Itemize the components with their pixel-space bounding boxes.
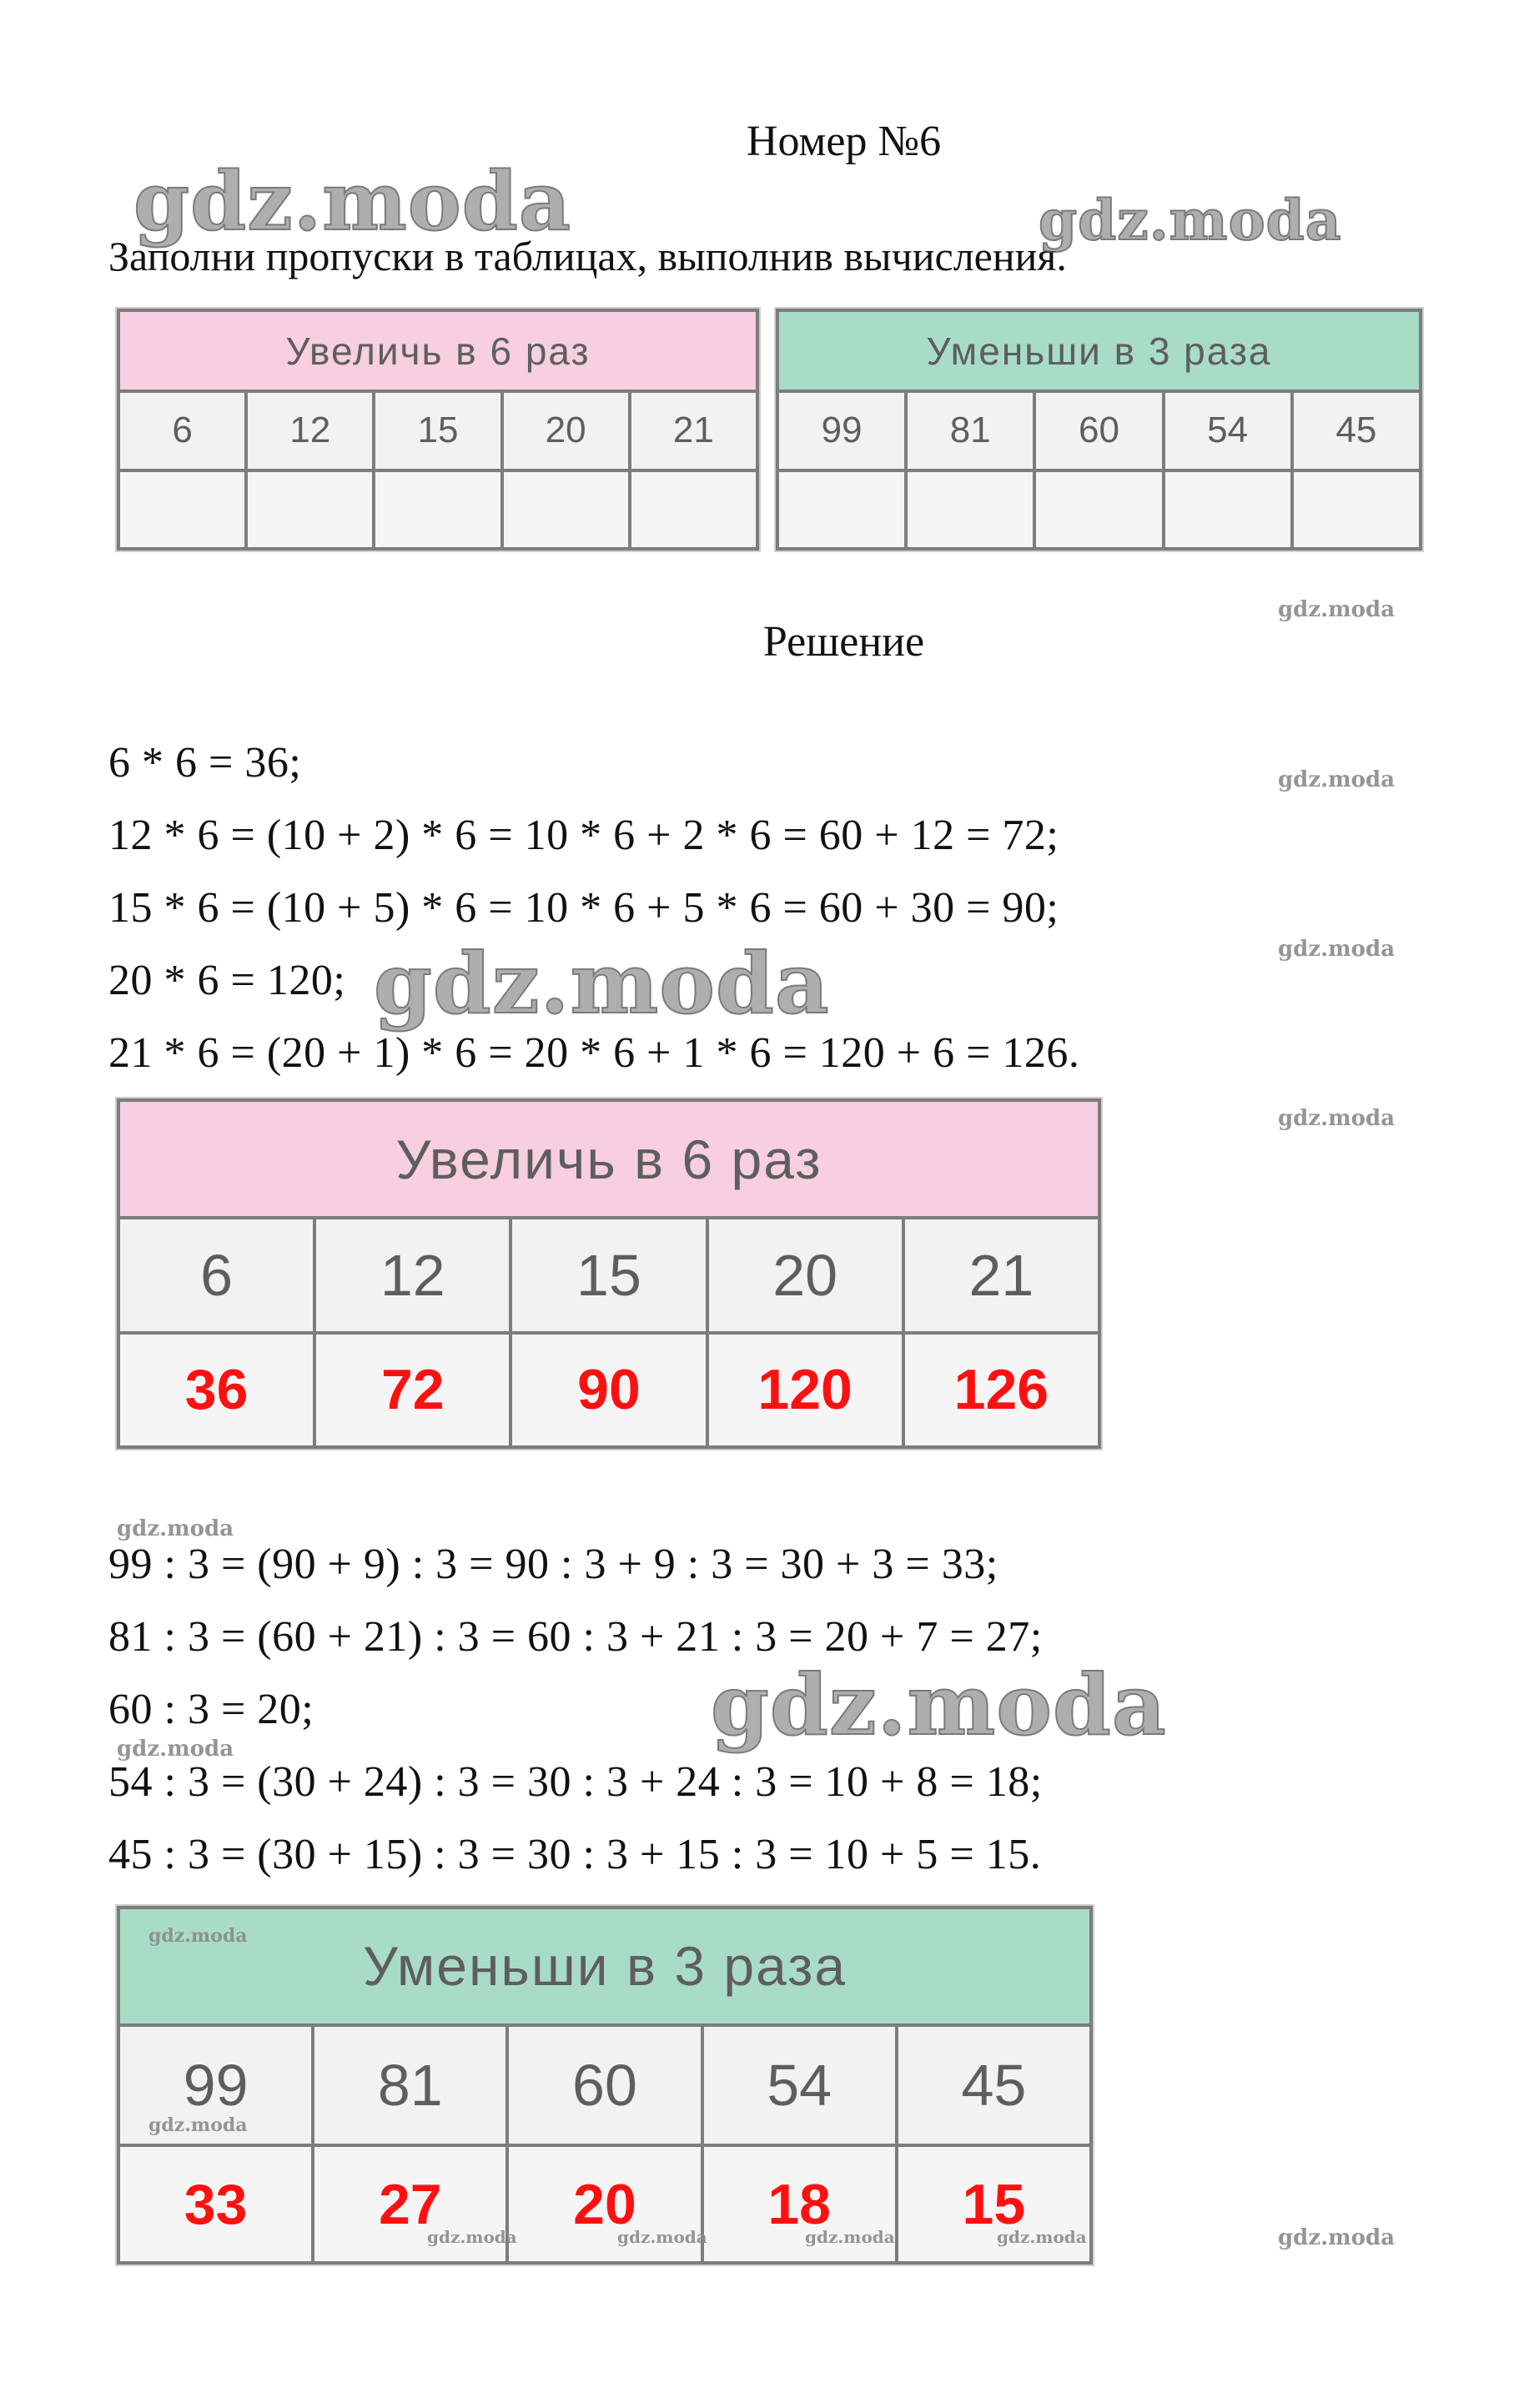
watermark: gdz.moda: [711, 1656, 1167, 1754]
empty-cell: [906, 470, 1034, 549]
table-cell: 20: [502, 391, 630, 470]
watermark: gdz.moda: [1278, 767, 1396, 792]
table-cell: 20: [707, 1218, 903, 1332]
answer-cell: 120: [707, 1333, 903, 1447]
table-cell: 12: [246, 391, 374, 470]
table-title: Уменьши в 3 раза: [777, 310, 1421, 391]
equation-line: 6 * 6 = 36;: [108, 739, 302, 787]
empty-cell: [502, 470, 630, 549]
watermark: gdz.moda: [1278, 597, 1396, 622]
watermark: gdz.moda: [133, 154, 572, 249]
task-table-decrease: [774, 307, 1424, 552]
table-title: Увеличь в 6 раз: [118, 310, 757, 391]
equation-line: 20 * 6 = 120;: [108, 957, 346, 1004]
table-cell: 21: [903, 1218, 1099, 1332]
table-cell: 21: [630, 391, 757, 470]
empty-cell: [777, 470, 906, 549]
table-cell: 12: [314, 1218, 511, 1332]
table-cell: 6: [118, 391, 246, 470]
answer-cell: 90: [511, 1333, 707, 1447]
equation-line: 54 : 3 = (30 + 24) : 3 = 30 : 3 + 24 : 3 = 10 + 8 = 18;: [108, 1758, 1043, 1806]
table-cell: 15: [511, 1218, 707, 1332]
watermark: gdz.moda: [1039, 188, 1342, 253]
watermark: gdz.moda: [148, 2114, 248, 2136]
table-title: Увеличь в 6 раз: [118, 1100, 1099, 1218]
equation-line: 45 : 3 = (30 + 15) : 3 = 30 : 3 + 15 : 3 = 10 + 5 = 15.: [108, 1831, 1042, 1878]
table-cell: 45: [897, 2025, 1091, 2146]
answer-cell: 20: [507, 2145, 702, 2263]
watermark: gdz.moda: [1278, 1106, 1396, 1131]
watermark: gdz.moda: [1278, 937, 1396, 962]
empty-cell: [1164, 470, 1292, 549]
answer-cell: 72: [314, 1333, 511, 1447]
watermark: gdz.moda: [427, 2227, 517, 2247]
watermark: gdz.moda: [117, 1737, 234, 1762]
table-cell: 81: [313, 2025, 507, 2146]
solution-heading: Решение: [762, 618, 925, 666]
table-cell: 81: [906, 391, 1034, 470]
answer-cell: 18: [702, 2145, 897, 2263]
table-cell: 60: [507, 2025, 702, 2146]
table-cell: 6: [118, 1218, 314, 1332]
table-cell: 15: [374, 391, 501, 470]
empty-cell: [1034, 470, 1163, 549]
watermark: gdz.moda: [1278, 2225, 1396, 2250]
empty-cell: [374, 470, 501, 549]
page-title: Номер №6: [746, 118, 942, 165]
task-table-increase: [115, 307, 761, 552]
table-cell: 45: [1292, 391, 1421, 470]
empty-cell: [630, 470, 757, 549]
table-title: Уменьши в 3 раза: [118, 1908, 1091, 2025]
watermark: gdz.moda: [148, 1925, 248, 1947]
task-text: Заполни пропуски в таблицах, выполнив вычисления.: [108, 233, 1067, 279]
equation-line: 99 : 3 = (90 + 9) : 3 = 90 : 3 + 9 : 3 = 30 + 3 = 33;: [108, 1541, 998, 1588]
empty-cell: [118, 470, 246, 549]
solution-table-decrease: [115, 1904, 1094, 2266]
equation-line: 12 * 6 = (10 + 2) * 6 = 10 * 6 + 2 * 6 = 60 + 12 = 72;: [108, 812, 1059, 859]
table-cell: 60: [1034, 391, 1163, 470]
equation-line: 81 : 3 = (60 + 21) : 3 = 60 : 3 + 21 : 3 = 20 + 7 = 27;: [108, 1613, 1043, 1661]
empty-cell: [246, 470, 374, 549]
empty-cell: [1292, 470, 1421, 549]
table-cell: 54: [702, 2025, 897, 2146]
table-cell: 99: [777, 391, 906, 470]
answer-cell: 126: [903, 1333, 1099, 1447]
answer-cell: 33: [118, 2145, 313, 2263]
watermark: gdz.moda: [617, 2227, 707, 2247]
watermark: gdz.moda: [374, 934, 830, 1033]
table-cell: 54: [1164, 391, 1292, 470]
answer-cell: 27: [313, 2145, 507, 2263]
answer-cell: 15: [897, 2145, 1091, 2263]
answer-cell: 36: [118, 1333, 314, 1447]
table-cell: 99: [118, 2025, 313, 2146]
watermark: gdz.moda: [805, 2227, 895, 2247]
watermark: gdz.moda: [997, 2227, 1087, 2247]
equation-line: 21 * 6 = (20 + 1) * 6 = 20 * 6 + 1 * 6 = 120 + 6 = 126.: [108, 1029, 1080, 1077]
equation-line: 60 : 3 = 20;: [108, 1686, 314, 1733]
equation-line: 15 * 6 = (10 + 5) * 6 = 10 * 6 + 5 * 6 = 60 + 30 = 90;: [108, 884, 1059, 932]
watermark: gdz.moda: [117, 1516, 234, 1541]
solution-table-increase: [115, 1097, 1103, 1450]
